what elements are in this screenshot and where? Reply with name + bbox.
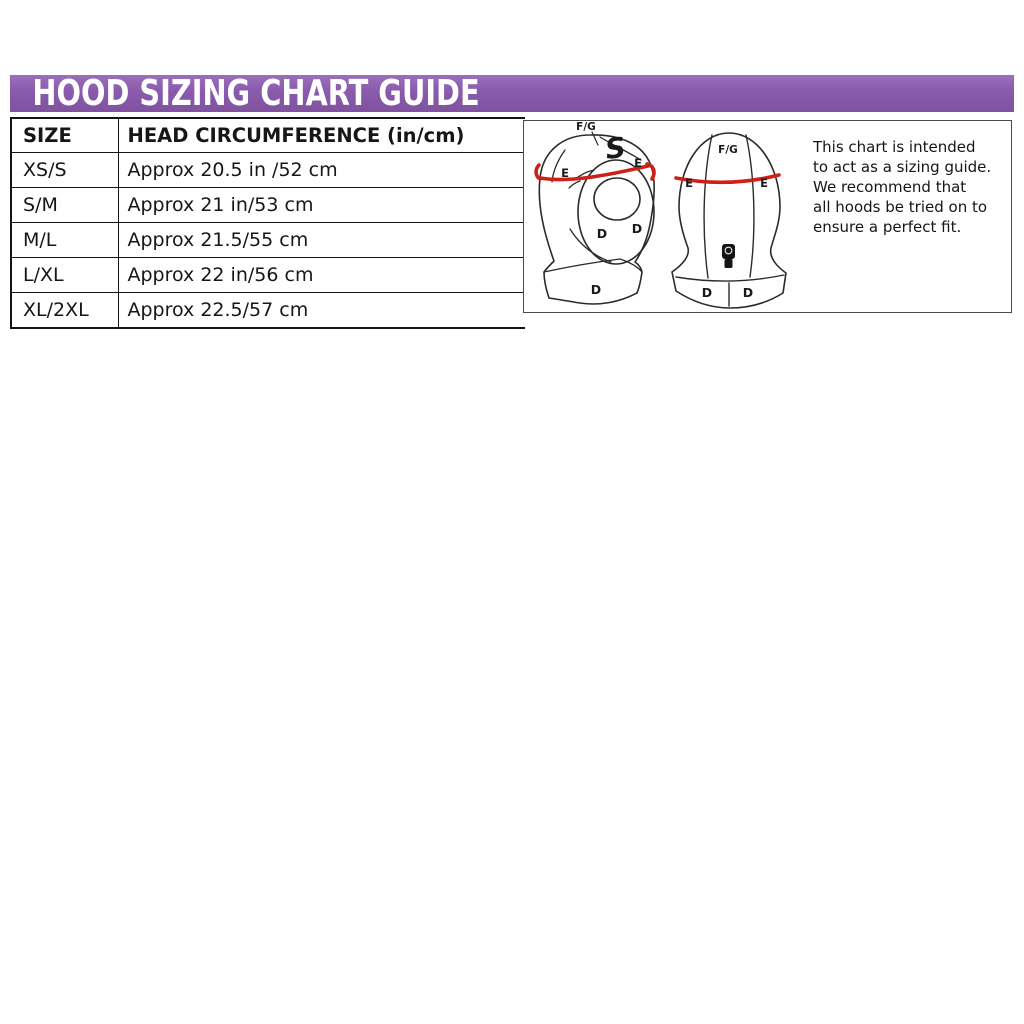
back-hood-diagram [672, 133, 786, 308]
table-row [11, 258, 525, 293]
note-line: all hoods be tried on to [813, 198, 988, 216]
circumference-cell: Approx 21.5/55 cm [118, 223, 525, 258]
back-hood-outline [672, 133, 786, 308]
back-right-e-label: E [760, 176, 768, 190]
table-row [11, 153, 525, 188]
note-line: This chart is intended [813, 138, 976, 156]
front-right-e-label: E [634, 156, 642, 170]
table-header-row [11, 118, 525, 153]
diagram-panel [523, 120, 1012, 313]
tag-brand-letter: S [726, 247, 731, 255]
column-header-size: SIZE [11, 118, 118, 153]
note-line: ensure a perfect fit. [813, 218, 962, 236]
circumference-cell: Approx 21 in/53 cm [118, 188, 525, 223]
tag-tail [725, 259, 733, 268]
sizing-note [813, 137, 1008, 237]
size-table [10, 117, 525, 329]
size-cell: XS/S [11, 153, 118, 188]
circumference-cell: Approx 22.5/57 cm [118, 293, 525, 329]
front-crown-label: F/G [576, 121, 596, 133]
title-bar [10, 75, 1014, 112]
front-hood-diagram [536, 121, 654, 304]
page-title: HOOD SIZING CHART GUIDE [32, 73, 480, 114]
circumference-cell: Approx 20.5 in /52 cm [118, 153, 525, 188]
column-header-circumference: HEAD CIRCUMFERENCE (in/cm) [118, 118, 525, 153]
back-left-e-label: E [685, 176, 693, 190]
front-bib-d-label: D [590, 282, 602, 297]
back-bib-left-d: D [701, 285, 713, 300]
size-cell: S/M [11, 188, 118, 223]
size-cell: L/XL [11, 258, 118, 293]
note-line: We recommend that [813, 178, 967, 196]
circumference-cell: Approx 22 in/56 cm [118, 258, 525, 293]
brand-mark: S [603, 130, 628, 167]
back-bib-right-d: D [742, 285, 754, 300]
note-line: to act as a sizing guide. [813, 158, 992, 176]
front-cheek-d-label: D [631, 221, 643, 236]
back-crown-label: F/G [718, 144, 738, 156]
front-chin-d-label: D [596, 226, 608, 241]
table-row [11, 293, 525, 329]
table-row [11, 223, 525, 258]
table-row [11, 188, 525, 223]
size-cell: XL/2XL [11, 293, 118, 329]
front-left-e-label: E [561, 166, 569, 180]
size-cell: M/L [11, 223, 118, 258]
